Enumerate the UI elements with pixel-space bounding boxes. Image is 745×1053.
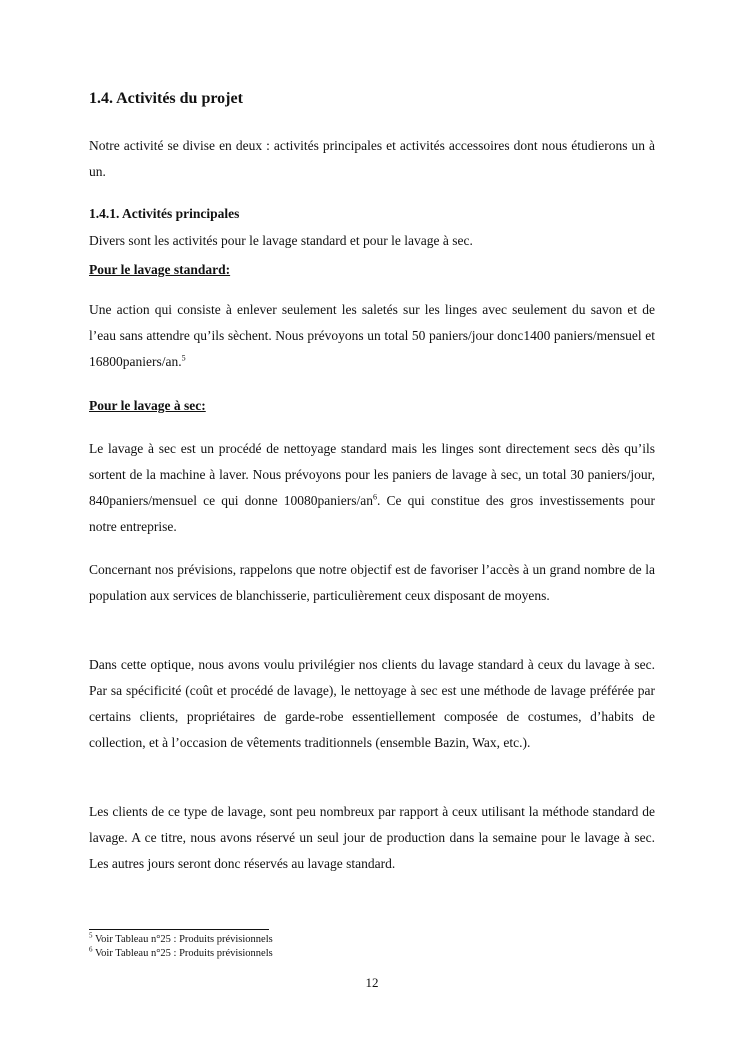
- standard-wash-paragraph: [89, 297, 655, 375]
- footnote-5-text: Voir Tableau n°25 : Produits prévisionnels: [94, 934, 273, 945]
- standard-wash-title: Pour le lavage standard:: [89, 262, 231, 277]
- footnote-5: [89, 931, 273, 945]
- clients-paragraph: Les clients de ce type de lavage, sont peu nombreux par rapport à ceux utilisant la méthode standard de lavage. A ce titre, nous avons réservé un seul jour de production dans la semaine pour le lavage à sec. Les autres jours seront donc réservés au lavage standard.: [89, 804, 655, 871]
- footnote-ref-5: 5: [181, 353, 186, 363]
- subsection-heading: 1.4.1. Activités principales: [89, 206, 240, 221]
- previsions-paragraph: Concernant nos prévisions, rappelons que notre objectif est de favoriser l’accès à un grand nombre de la population aux services de blanchisserie, particulièrement ceux disposant de moyens.: [89, 562, 655, 603]
- footnote-5-number: 5: [89, 931, 93, 940]
- section-heading: 1.4. Activités du projet: [89, 90, 243, 107]
- intro-paragraph: Notre activité se divise en deux : activités principales et activités accessoires dont nous étudierons un à un.: [89, 138, 655, 179]
- page-number: 12: [365, 975, 379, 990]
- standard-wash-text: Une action qui consiste à enlever seulement les saletés sur les linges avec seulement du savon et de l’eau sans attendre qu’ils sèchent. Nous prévoyons un total 50 paniers/jour donc1400 paniers/mensuel et 16800paniers/an.: [89, 302, 655, 369]
- dry-clean-text-b: . Ce qui constitue des gros investissements pour notre entreprise.: [89, 493, 655, 534]
- footnote-ref-6: 6: [372, 492, 377, 502]
- subsection-intro: Divers sont les activités pour le lavage standard et pour le lavage à sec.: [89, 233, 473, 248]
- dry-clean-paragraph: [89, 436, 655, 540]
- footnote-6: [89, 945, 273, 959]
- optique-paragraph: Dans cette optique, nous avons voulu privilégier nos clients du lavage standard à ceux du lavage à sec. Par sa spécificité (coût et procédé de lavage), le nettoyage à sec est une méthode de lavage préférée par certains clients, propriétaires de garde-robe essentiellement composée de costumes, d’habits de collection, et à l’occasion de vêtements traditionnels (ensemble Bazin, Wax, etc.).: [89, 657, 655, 750]
- footnote-6-text: Voir Tableau n°25 : Produits prévisionnels: [94, 948, 273, 959]
- dry-clean-text-a: Le lavage à sec est un procédé de nettoyage standard mais les linges sont directement secs dès qu’ils sortent de la machine à laver. Nous prévoyons pour les paniers de lavage à sec, un total 30 paniers/jour, 840paniers/mensuel ce qui donne 10080paniers/an: [89, 441, 655, 508]
- footnote-6-number: 6: [89, 945, 93, 954]
- dry-clean-title: Pour le lavage à sec:: [89, 398, 206, 413]
- footnote-divider: [89, 929, 269, 930]
